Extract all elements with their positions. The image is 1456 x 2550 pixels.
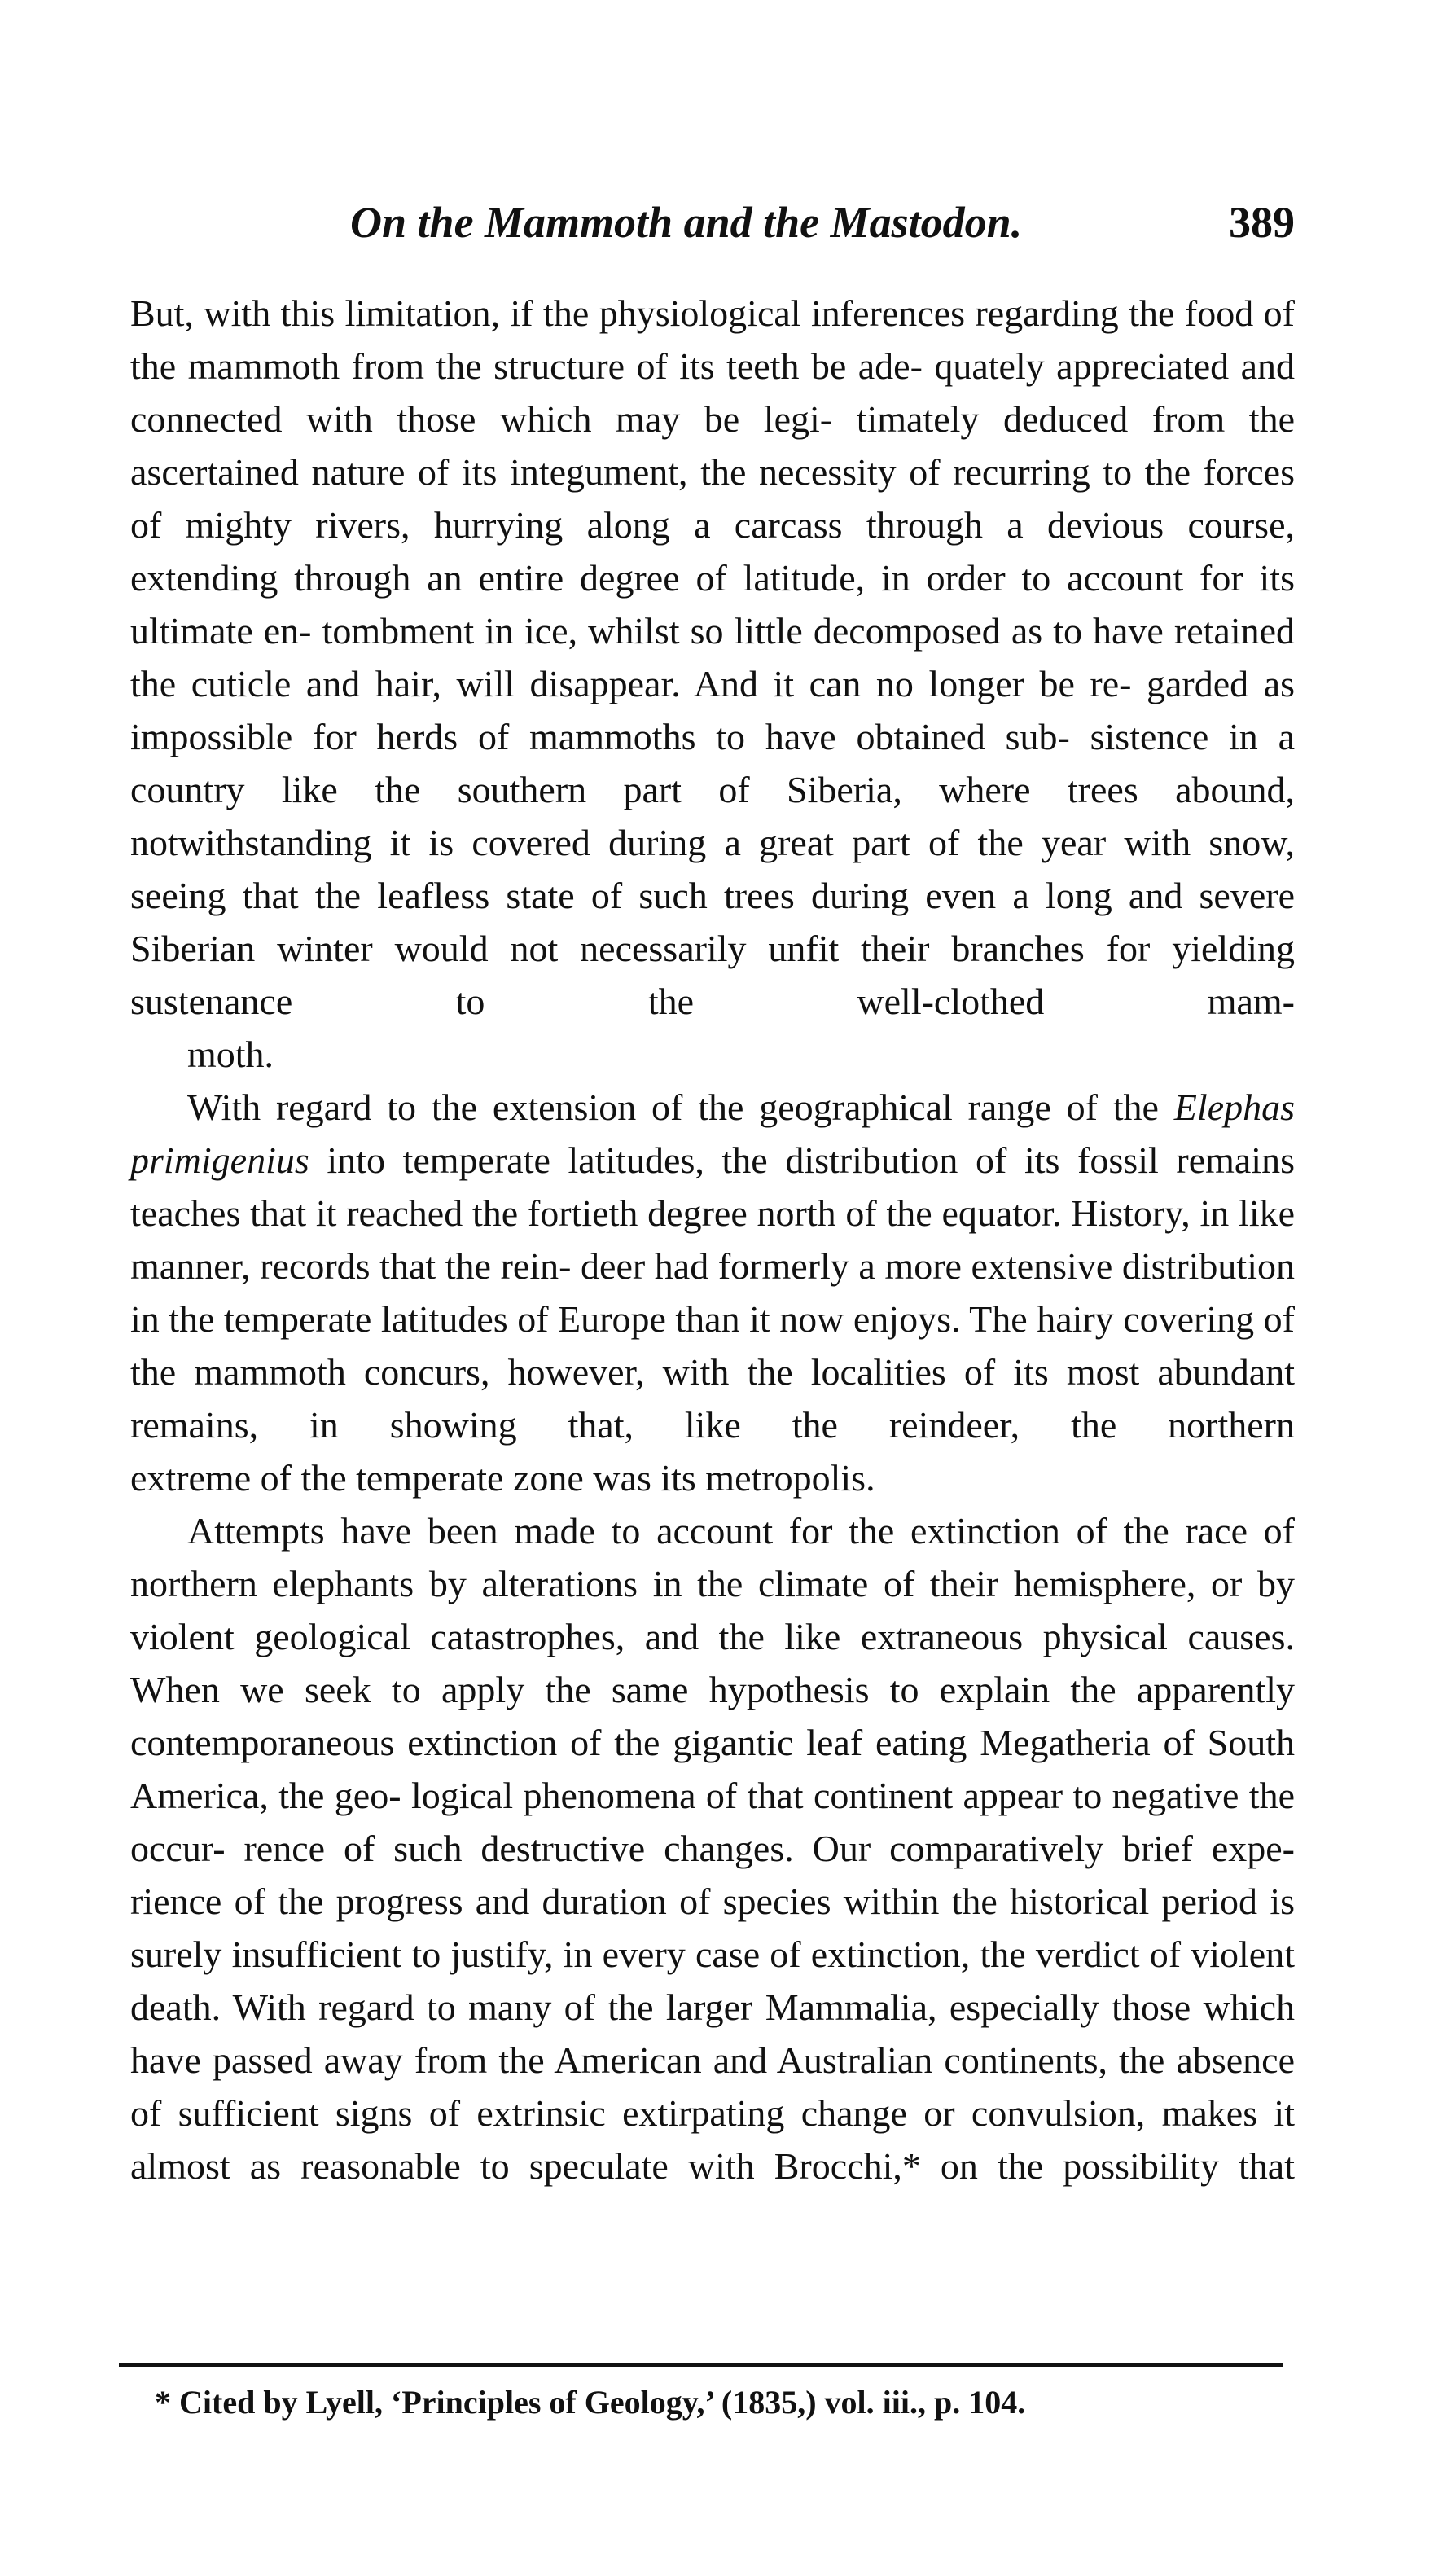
text-line: of extrinsic extirpating change or convulsion, makes it almost as: [130, 2092, 1295, 2187]
paragraph-1: [130, 287, 1295, 1028]
text-line: its fossil remains teaches that it reached the fortieth degree north: [130, 1139, 1295, 1234]
text-line: the necessity of recurring to the forces of mighty rivers, hurrying: [130, 451, 1295, 546]
page-header: [130, 194, 1295, 251]
text-line: reasonable to speculate with Brocchi,* on the possibility that: [300, 2145, 1296, 2187]
text-line: Attempts have been made to account for the extinction of the: [187, 1510, 1169, 1552]
footnote-divider: [119, 2363, 1283, 2367]
text-line: latitudes of Europe than it now enjoys. The hairy covering of: [380, 1298, 1295, 1340]
text-line: rience of the progress and duration of species within the historical: [130, 1881, 1150, 1922]
text-line: period is surely insufficient to justify, in every case of extinction,: [130, 1881, 1296, 1975]
text-line: into temperate latitudes, the distribution of: [309, 1139, 1007, 1181]
text-line: their branches for yielding sustenance to the well-clothed mam-: [130, 928, 1295, 1022]
text-line: extraneous physical causes. When we seek to apply the same: [130, 1616, 1295, 1710]
text-line: logical phenomena of that continent appear to negative the occur-: [130, 1775, 1295, 1869]
text-line: timately deduced from the ascertained nature of its integument,: [130, 398, 1296, 493]
text-line: entire degree of latitude, in order to account for its ultimate en-: [130, 557, 1295, 652]
text-line: the verdict of violent death. With regard to many of the larger: [130, 1933, 1295, 2028]
text-line: the food of the mammoth from the structure of its teeth be ade-: [130, 292, 1295, 387]
text-line: quately appreciated and connected with those which may be legi-: [130, 345, 1295, 440]
paragraph-3: [130, 1504, 1295, 2192]
text-line: the mammoth concurs, however, with the localities of its most: [130, 1351, 1140, 1393]
text-line: With regard to the extension of the geographical range of the: [187, 1086, 1159, 1128]
text-line: of the equator. History, in like manner, records that the rein-: [130, 1192, 1296, 1287]
footnote: * Cited by Lyell, ‘Principles of Geology,’ (1835,) vol. iii., p. 104.: [155, 2384, 1026, 2421]
text-line: Mammalia, especially those which have passed away from the: [130, 1986, 1296, 2081]
text-line: race of northern elephants by alterations in the climate of their: [130, 1510, 1295, 1604]
paragraph-1-last-line: [130, 1028, 1295, 1081]
text-line: tombment in ice, whilst so little decomposed as to have retained: [322, 610, 1296, 652]
text-line: the cuticle and hair, will disappear. And it can no longer be re-: [130, 663, 1132, 704]
paragraph-2-last-line: [130, 1451, 1295, 1504]
text-line: abundant remains, in showing that, like the reindeer, the northern: [130, 1351, 1295, 1446]
text-line: deer had formerly a more extensive distribution in the temperate: [130, 1245, 1295, 1340]
text-line: of the gigantic leaf eating Megatheria of South America, the geo-: [130, 1722, 1295, 1816]
text-line: abound, notwithstanding it is covered during a great part of the: [130, 769, 1296, 863]
species-name: Elephas primigenius: [130, 1086, 1295, 1181]
paragraph-2: [130, 1081, 1295, 1451]
page-number: 389: [1229, 198, 1295, 247]
text-line: moth.: [187, 1034, 274, 1075]
text-line: But, with this limitation, if the physiological inferences regarding: [130, 292, 1119, 334]
text-line: extreme of the temperate zone was its metropolis.: [130, 1457, 875, 1499]
text-line: hypothesis to explain the apparently contemporaneous extinction: [130, 1669, 1296, 1763]
running-title: On the Mammoth and the Mastodon.: [350, 198, 1023, 247]
text-line: American and Australian continents, the absence of sufficient signs: [130, 2039, 1296, 2134]
text-line: sistence in a country like the southern part of Siberia, where trees: [130, 716, 1295, 810]
text-line: along a carcass through a devious course, extending through an: [130, 504, 1295, 599]
text-line: garded as impossible for herds of mammoths to have obtained sub-: [130, 663, 1296, 757]
text-line: rence of such destructive changes. Our comparatively brief expe-: [243, 1828, 1295, 1869]
text-line: year with snow, seeing that the leafless state of such trees during: [130, 822, 1295, 916]
body-text: [130, 287, 1295, 2192]
text-line: even a long and severe Siberian winter would not necessarily unfit: [130, 875, 1295, 969]
text-line: hemisphere, or by violent geological catastrophes, and the like: [130, 1563, 1295, 1657]
